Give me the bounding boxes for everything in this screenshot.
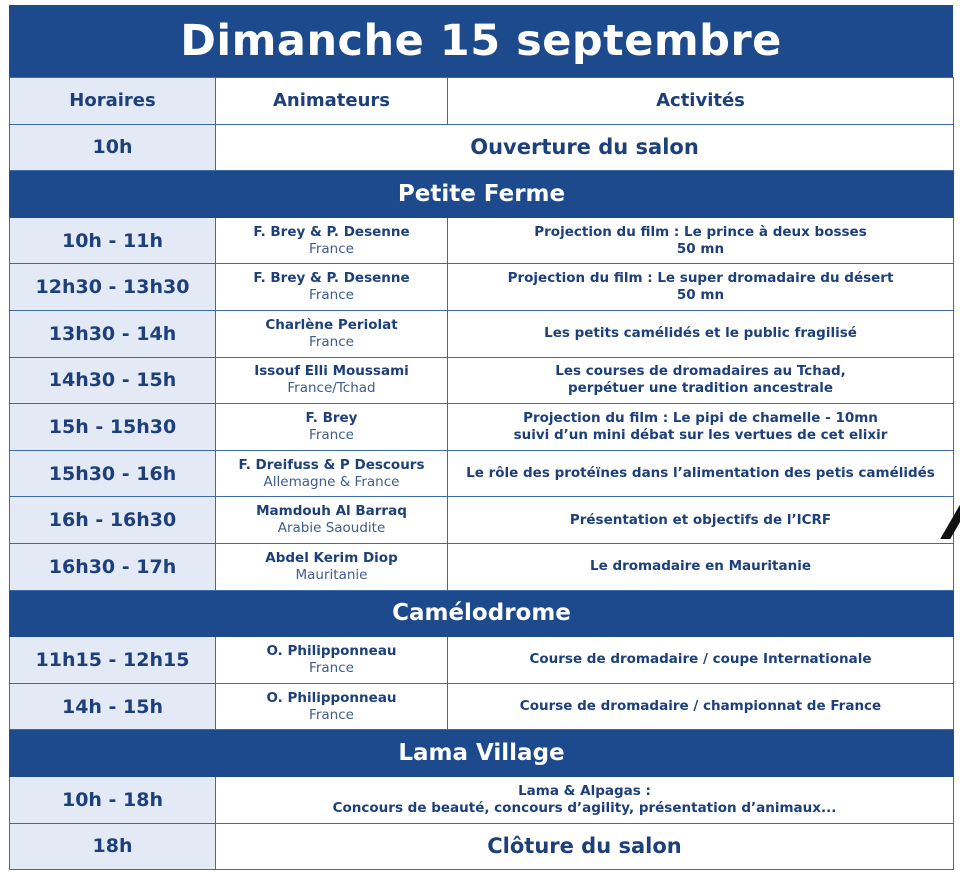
activity-line: Le rôle des protéïnes dans l’alimentation des petis camélidés — [466, 465, 935, 482]
section-title: Lama Village — [10, 730, 954, 777]
table-row — [10, 357, 954, 404]
host-name: O. Philipponneau — [266, 642, 397, 659]
table-row — [10, 404, 954, 451]
host-cell — [216, 543, 448, 590]
opening-time: 10h — [10, 124, 216, 171]
host-name: F. Brey & P. Desenne — [253, 270, 410, 287]
activity-cell — [448, 264, 954, 311]
activity-line: Projection du film : Le prince à deux bosses — [534, 223, 867, 240]
activity-cell — [448, 637, 954, 684]
host-country: France — [309, 426, 354, 443]
host-cell — [216, 310, 448, 357]
time-cell: 11h15 - 12h15 — [10, 637, 216, 684]
time-cell: 14h30 - 15h — [10, 357, 216, 404]
table-row — [10, 264, 954, 311]
closing-time: 18h — [10, 823, 216, 870]
table-row — [10, 637, 954, 684]
activity-line: Les petits camélidés et le public fragilisé — [544, 325, 857, 342]
host-name: Abdel Kerim Diop — [265, 549, 398, 566]
table-row — [10, 450, 954, 497]
time-cell: 16h30 - 17h — [10, 543, 216, 590]
host-country: France — [309, 333, 354, 350]
time-cell: 15h - 15h30 — [10, 404, 216, 451]
opening-row — [10, 124, 954, 171]
activity-line: Concours de beauté, concours d’agility, présentation d’animaux... — [332, 799, 837, 816]
host-country: France — [309, 240, 354, 257]
activity-cell — [448, 450, 954, 497]
activity-line: Course de dromadaire / championnat de France — [519, 698, 882, 715]
host-name: Charlène Periolat — [265, 316, 398, 333]
host-country: France — [309, 659, 354, 676]
activity-cell — [448, 543, 954, 590]
activity-line: Course de dromadaire / coupe Internationale — [529, 651, 872, 668]
table-row — [10, 776, 954, 823]
section-header — [10, 171, 954, 218]
time-cell: 10h - 11h — [10, 217, 216, 264]
host-cell — [216, 450, 448, 497]
closing-row — [10, 823, 954, 870]
time-cell: 16h - 16h30 — [10, 497, 216, 544]
time-cell: 12h30 - 13h30 — [10, 264, 216, 311]
schedule-table — [9, 77, 954, 870]
activity-line: suivi d’un mini débat sur les vertues de cet elixir — [513, 426, 888, 443]
table-row — [10, 543, 954, 590]
time-cell: 10h - 18h — [10, 776, 216, 823]
activity-line: perpétuer une tradition ancestrale — [567, 380, 834, 397]
host-country: France/Tchad — [287, 380, 376, 397]
section-title: Camélodrome — [10, 590, 954, 637]
opening-label: Ouverture du salon — [216, 124, 954, 171]
time-cell: 14h - 15h — [10, 683, 216, 730]
table-row — [10, 310, 954, 357]
table-row — [10, 497, 954, 544]
table-row — [10, 683, 954, 730]
closing-label: Clôture du salon — [216, 823, 954, 870]
host-name: F. Dreifuss & P Descours — [238, 456, 425, 473]
time-cell: 15h30 - 16h — [10, 450, 216, 497]
host-country: France — [309, 706, 354, 723]
activity-line: Projection du film : Le super dromadaire du désert — [507, 270, 894, 287]
host-cell — [216, 497, 448, 544]
host-country: Arabie Saoudite — [277, 520, 386, 537]
activity-cell — [448, 217, 954, 264]
activity-line: Lama & Alpagas : — [518, 782, 651, 799]
activity-cell — [448, 497, 954, 544]
header-time: Horaires — [10, 78, 216, 125]
activity-line: Présentation et objectifs de l’ICRF — [569, 511, 832, 528]
activity-line: 50 mn — [676, 287, 725, 304]
header-activities: Activités — [448, 78, 954, 125]
activity-cell — [216, 776, 954, 823]
host-cell — [216, 264, 448, 311]
section-header — [10, 590, 954, 637]
host-cell — [216, 683, 448, 730]
activity-line: Les courses de dromadaires au Tchad, — [555, 363, 846, 380]
activity-line: Projection du film : Le pipi de chamelle - 10mn — [523, 409, 878, 426]
page-title: Dimanche 15 septembre — [9, 5, 953, 77]
host-country: Mauritanie — [295, 566, 368, 583]
table-row — [10, 217, 954, 264]
host-cell — [216, 357, 448, 404]
host-country: Allemagne & France — [263, 473, 400, 490]
activity-line: 50 mn — [676, 240, 725, 257]
activity-cell — [448, 404, 954, 451]
host-name: F. Brey & P. Desenne — [253, 223, 410, 240]
schedule-poster — [9, 5, 953, 871]
activity-cell — [448, 357, 954, 404]
host-name: O. Philipponneau — [266, 689, 397, 706]
host-name: Mamdouh Al Barraq — [256, 503, 407, 520]
activity-cell — [448, 683, 954, 730]
host-country: France — [309, 287, 354, 304]
time-cell: 13h30 - 14h — [10, 310, 216, 357]
host-cell — [216, 217, 448, 264]
header-hosts: Animateurs — [216, 78, 448, 125]
activity-cell — [448, 310, 954, 357]
host-name: F. Brey — [305, 409, 358, 426]
section-header — [10, 730, 954, 777]
host-cell — [216, 404, 448, 451]
host-cell — [216, 637, 448, 684]
header-row — [10, 78, 954, 125]
section-title: Petite Ferme — [10, 171, 954, 218]
activity-line: Le dromadaire en Mauritanie — [589, 558, 811, 575]
host-name: Issouf Elli Moussami — [254, 363, 409, 380]
